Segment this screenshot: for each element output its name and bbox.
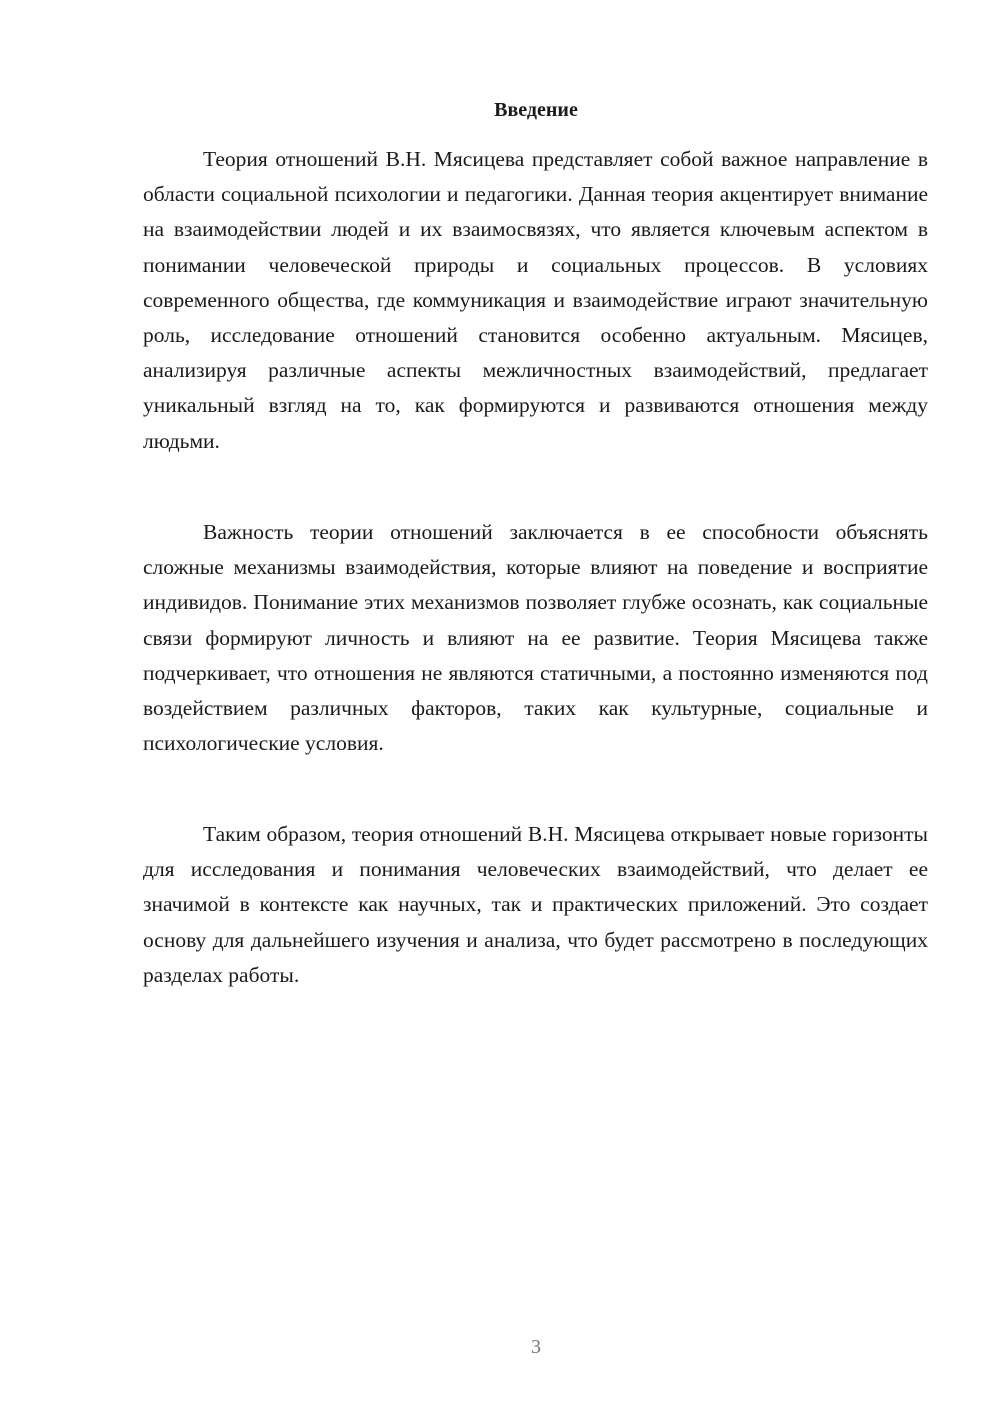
section-heading: Введение (494, 99, 578, 121)
paragraph-conclusion: Таким образом, теория отношений В.Н. Мясицева открывает новые горизонты для исследования и понимания человеческих взаимодействий, что делает ее значимой в контексте как научных, так и практических приложений. Это создает основу для дальнейшего изучения и анализа, что будет рассмотрено в последующих разделах работы. (143, 822, 928, 987)
page-number: 3 (531, 1336, 541, 1358)
paragraph-intro: Теория отношений В.Н. Мясицева представляет собой важное направление в области социальной психологии и педагогики. Данная теория акцентирует внимание на взаимодействии людей и их взаимосвязях, что является ключевым аспектом в понимании человеческой природы и социальных процессов. В условиях современного общества, где коммуникация и взаимодействие играют значительную роль, исследование отношений становится особенно актуальным. Мясицев, анализируя различные аспекты межличностных взаимодействий, предлагает уникальный взгляд на то, как формируются и развиваются отношения между людьми. (143, 147, 928, 453)
paragraph-importance: Важность теории отношений заключается в ее способности объяснять сложные механизмы взаимодействия, которые влияют на поведение и восприятие индивидов. Понимание этих механизмов позволяет глубже осознать, как социальные связи формируют личность и влияют на ее развитие. Теория Мясицева также подчеркивает, что отношения не являются статичными, а постоянно изменяются под воздействием различных факторов, таких как культурные, социальные и психологические условия. (143, 520, 928, 756)
